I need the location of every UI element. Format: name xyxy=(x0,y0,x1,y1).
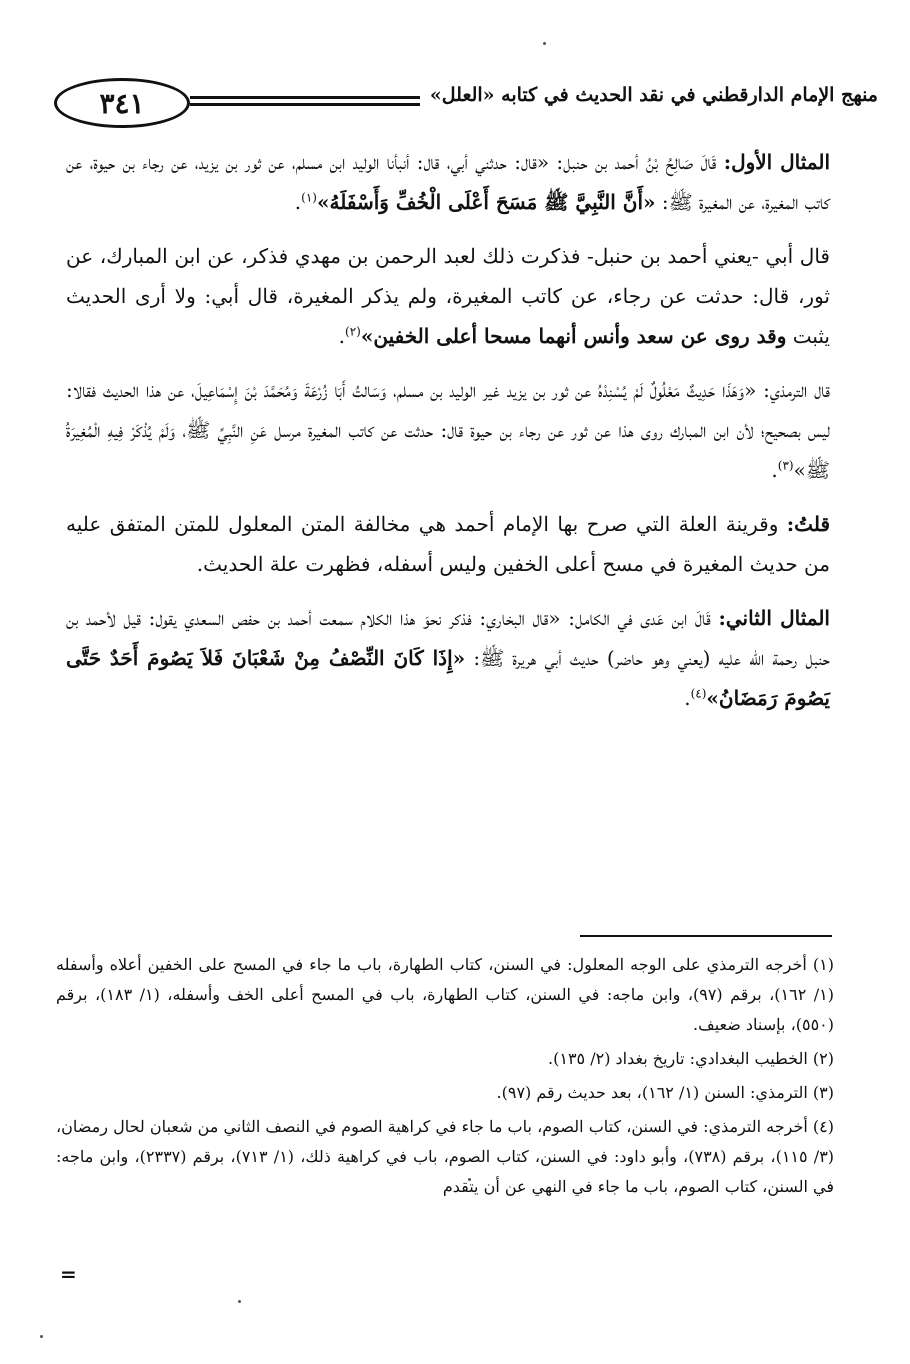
paragraph-tirmidhi xyxy=(66,370,830,490)
footnote-ref[interactable]: (٢) xyxy=(345,324,361,339)
paragraph-text: قَالَ صَالِحُ بْنُ أحمد بن حنبل: «قال: حدثني أبي، قال: أنبأنا الوليد ابن مسلم، عن ثور بن يزيد، عن رجاء بن حيوة، عن كاتب المغيرة، عن المغيرة ﷺ: xyxy=(66,150,830,214)
paragraph-comment xyxy=(66,504,830,584)
main-text xyxy=(66,142,830,732)
scan-speck xyxy=(543,42,546,45)
footnote-1: (١) أخرجه الترمذي على الوجه المعلول: في السنن، كتاب الطهارة، باب ما جاء في المسح على الخفين أعلاه وأسفله (١/ ١٦٢)، برقم (٩٧)، وابن ماجه: في السنن، كتاب الطهارة، باب في المسح أعلى الخف وأسفله، (١/ ١٨٣)، برقم (٥٥٠)، بإسناد ضعيف. xyxy=(56,955,834,1034)
footnotes xyxy=(56,950,834,1206)
paragraph-example-two xyxy=(66,598,830,718)
footnote-ref[interactable]: (١) xyxy=(301,190,317,205)
footnote-ref[interactable]: (٣) xyxy=(777,458,794,473)
paragraph-ahmad xyxy=(66,236,830,356)
paragraph-text: قَالَ ابن عَدى في الكامل: «قال البخاري: فذكر نحوَ هذا الكلام سمعت أحمد بن حفص السعدي يقول: قيل لأحمد بن حنبل رحمة الله عليه (يعني وهو حاضر) حديث أبي هريرة ﷺ: xyxy=(66,606,830,670)
paragraph-end: . xyxy=(771,458,778,482)
page-number: ٣٤١ xyxy=(54,78,190,128)
header-rule xyxy=(190,103,420,106)
scan-speck xyxy=(238,1300,241,1303)
footnote-continuation-mark: = xyxy=(60,1262,77,1286)
footnote-4: (٤) أخرجه الترمذي: في السنن، كتاب الصوم، باب ما جاء في كراهية الصوم في النصف الثاني من شعبان لحال رمضان، (٣/ ١١٥)، برقم (٧٣٨)، وأبو داود: في السنن، كتاب الصوم، باب في كراهية ذلك، (١/ ٧١٣)، برقم (٢٣٣٧)، وابن ماجه: في السنن، كتاب الصوم، باب ما جاء في النهي عن أن يتقدم xyxy=(56,1117,835,1196)
footnote-separator xyxy=(580,935,832,937)
paragraph-lead: قلتُ: xyxy=(786,512,830,536)
paragraph-lead: المثال الثاني: xyxy=(718,606,830,630)
hadith-text: «إِذَا كَانَ النِّصْفُ مِنْ شَعْبَانَ فَلاَ يَصُومَ أَحَدٌ حَتَّى يَصُومَ رَمَضَانُ» xyxy=(66,646,830,710)
running-title: منهج الإمام الدارقطني في نقد الحديث في كتابه «العلل» xyxy=(429,84,878,106)
page-header xyxy=(40,70,878,130)
footnote-3: (٣) الترمذي: السنن (١/ ١٦٢)، بعد حديث رقم (٩٧). xyxy=(496,1083,834,1102)
footnote-2: (٢) الخطيب البغدادي: تاريخ بغداد (٢/ ١٣٥). xyxy=(548,1049,834,1068)
paragraph-text: وقرينة العلة التي صرح بها الإمام أحمد هي مخالفة المتن المعلول للمتن المتفق عليه من حديث المغيرة في مسح أعلى الخفين وليس أسفله، فظهرت علة الحديث. xyxy=(66,512,830,576)
quote-text: وقد روى عن سعد وأنس أنهما مسحا أعلى الخفين» xyxy=(360,324,787,348)
hadith-text: «أَنَّ النَّبِيَّ ﷺ مَسَحَ أَعْلَى الْخُفِّ وَأَسْفَلَهُ» xyxy=(316,190,656,214)
paragraph-lead: المثال الأول: xyxy=(723,150,830,174)
footnote-ref[interactable]: (٤) xyxy=(690,686,707,701)
scan-speck xyxy=(40,1335,43,1338)
header-rule xyxy=(190,96,420,99)
paragraph-text: قال أبي -يعني أحمد بن حنبل- فذكرت ذلك لعبد الرحمن بن مهدي فذكر، عن ابن المبارك، عن ثور، قال: حدثت عن رجاء، عن كاتب المغيرة، ولم يذكر المغيرة، قال أبي: ولا أرى الحديث يثبت xyxy=(66,244,830,348)
paragraph-end: . xyxy=(294,190,302,214)
paragraph-end: . xyxy=(338,324,346,348)
paragraph-example-one xyxy=(66,142,830,222)
paragraph-text: قال الترمذي: «وَهَذَا حَدِيثٌ مَعْلُولٌ لَمْ يُسْنِدْهُ عن ثور بن يزيد غير الوليد بن مسلم، وَسَالتُ أَبَا زُرْعَةَ وَمُحَمَّدَ بْنَ إِسْمَاعِيلَ، عن هذا الحديث فقالا: ليس بصحيح؛ لأن ابن المبارك روى هذا عن ثور عن رجاء بن حيوة قال: حدثت عن كاتب المغيرة مرسل عَنِ النَّبِيِّ ﷺ، وَلَمْ يُذْكَرْ فِيهِ الْمُغِيرَةُ ﷺ» xyxy=(66,378,830,482)
paragraph-end: . xyxy=(684,686,691,710)
